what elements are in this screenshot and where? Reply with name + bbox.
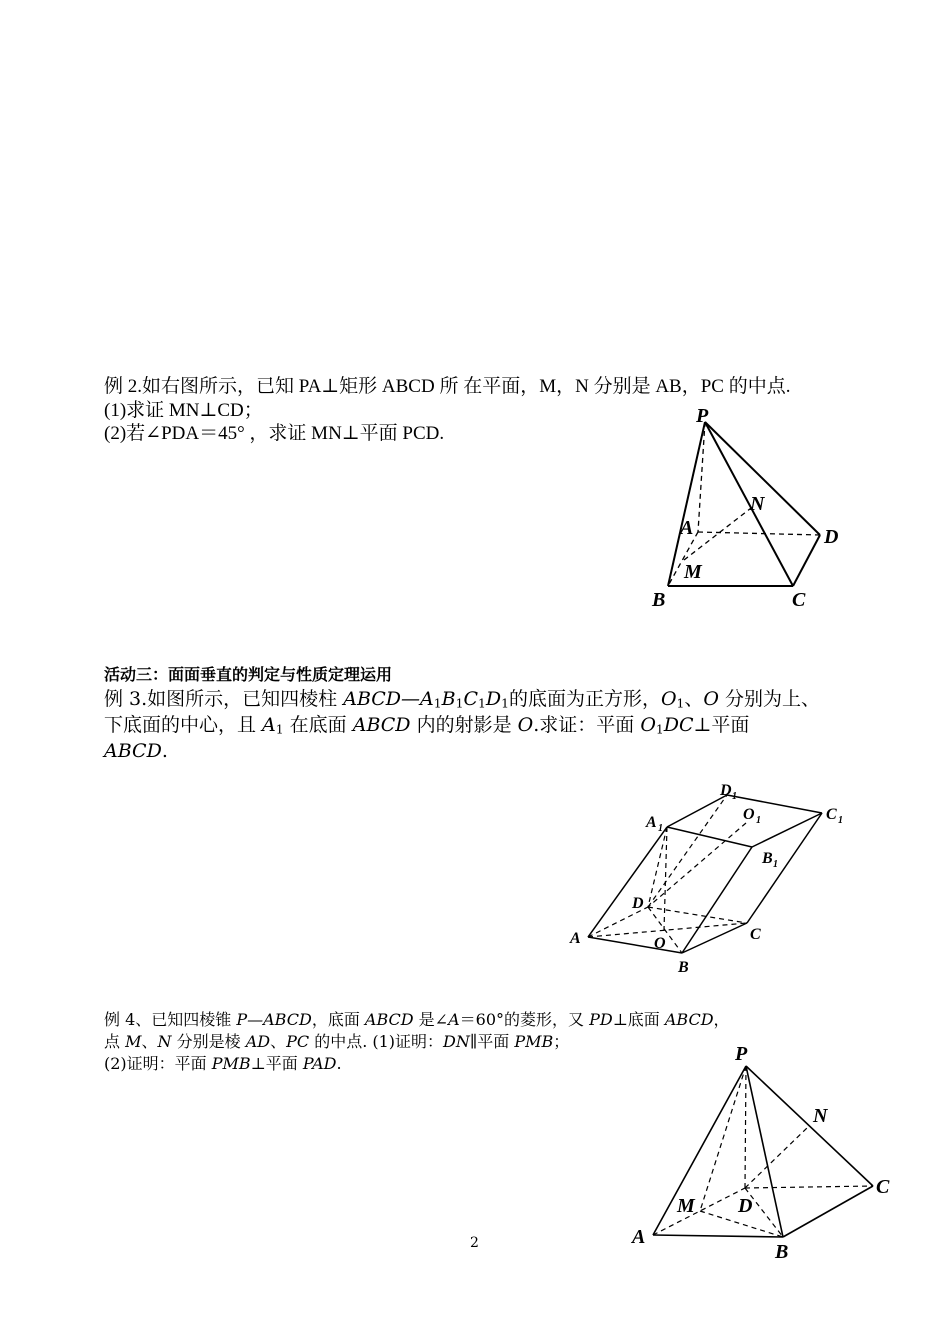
label-A: A bbox=[632, 1226, 646, 1248]
label-N: N bbox=[750, 493, 765, 515]
label-C1: C bbox=[826, 806, 837, 823]
label-B: B bbox=[775, 1241, 789, 1263]
label-P: P bbox=[696, 405, 709, 427]
label-D1-sub: 1 bbox=[732, 791, 737, 802]
label-C: C bbox=[876, 1176, 890, 1198]
label-D: D bbox=[632, 895, 644, 912]
example-4-line-2: 点 M、N 分别是棱 AD、PC 的中点. (1)证明：DN∥平面 PMB； bbox=[104, 1032, 570, 1051]
label-C: C bbox=[792, 589, 806, 611]
label-D: D bbox=[738, 1195, 753, 1217]
label-A: A bbox=[680, 517, 694, 539]
example-3-line-1: 例 3.如图所示，已知四棱柱 $ABCD—A_1B_1C_1D_1$的底面为正方形，$O_1$、O 分别为上、 bbox=[104, 688, 821, 711]
label-N: N bbox=[813, 1105, 828, 1127]
label-C1-sub: 1 bbox=[838, 815, 843, 826]
label-B: B bbox=[678, 959, 689, 976]
label-O: O bbox=[654, 935, 666, 952]
label-M: M bbox=[684, 561, 702, 583]
example-4-line-1: 例 4、已知四棱锥 P—ABCD，底面 ABCD 是∠A＝60°的菱形，又 PD⊥底面 ABCD， bbox=[104, 1010, 730, 1029]
label-D: D bbox=[824, 526, 839, 548]
activity-3-heading: 活动三：面面垂直的判定与性质定理运用 bbox=[104, 665, 393, 684]
label-D1: D bbox=[720, 782, 732, 799]
pyramid-figure-ex2 bbox=[640, 400, 880, 620]
example-3-line-2: 下底面的中心，且 $A_1$ 在底面 ABCD 内的射影是 O.求证：平面 $O_1DC\perp$平面 bbox=[104, 714, 750, 737]
example-3-line-3: ABCD. bbox=[104, 740, 168, 762]
example-2-line-3: (2)若∠PDA＝45° ，求证 MN⊥平面 PCD. bbox=[104, 423, 445, 444]
example-4-line-3: (2)证明：平面 PMB⊥平面 PAD. bbox=[104, 1054, 342, 1073]
label-P: P bbox=[735, 1043, 748, 1065]
label-A1: A bbox=[646, 814, 657, 831]
label-O1: O bbox=[743, 806, 755, 823]
label-O1-sub: 1 bbox=[756, 815, 761, 826]
label-B1: B bbox=[762, 850, 773, 867]
page-number: 2 bbox=[470, 1235, 479, 1251]
example-2-line-2: (1)求证 MN⊥CD； bbox=[104, 400, 263, 421]
label-A1-sub: 1 bbox=[658, 823, 663, 834]
pyramid-figure-ex4 bbox=[625, 1038, 910, 1268]
prism-figure-ex3 bbox=[560, 775, 860, 985]
label-B: B bbox=[652, 589, 666, 611]
label-C: C bbox=[750, 926, 761, 943]
label-A: A bbox=[570, 930, 581, 947]
label-B1-sub: 1 bbox=[773, 859, 778, 870]
label-M: M bbox=[677, 1195, 695, 1217]
example-2-line-1: 例 2.如右图所示，已知 PA⊥矩形 ABCD 所 在平面，M，N 分别是 AB，PC 的中点. bbox=[104, 376, 791, 397]
